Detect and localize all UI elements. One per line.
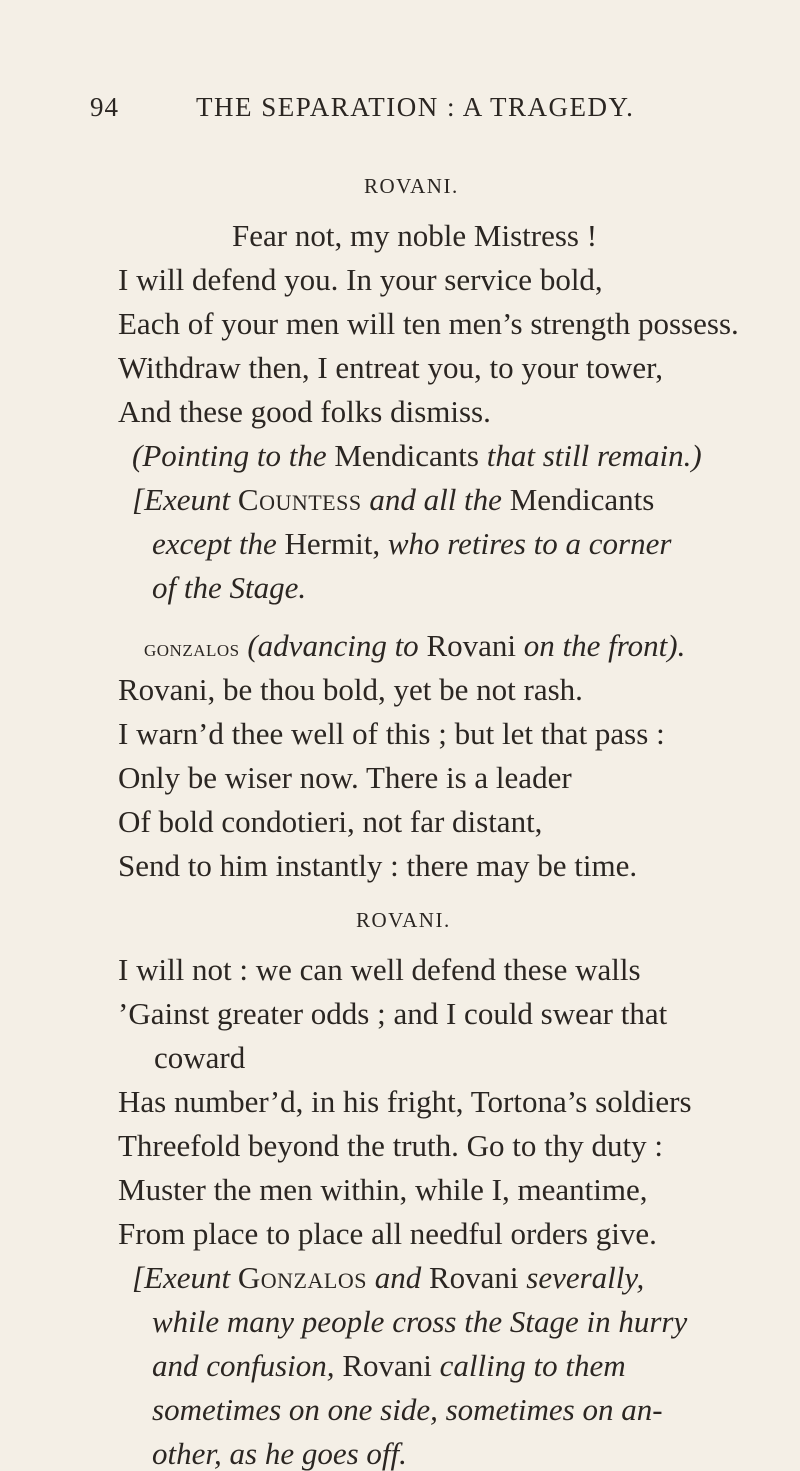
verse-line: Each of your men will ten men’s strength possess. bbox=[118, 306, 739, 341]
roman-text: Rovani bbox=[426, 628, 516, 663]
italic-text: severally, bbox=[518, 1260, 645, 1295]
italic-text: who retires to a corner bbox=[380, 526, 672, 561]
italic-text: and confusion, bbox=[152, 1348, 343, 1383]
character-name: Countess bbox=[237, 482, 362, 517]
character-name: Gonzalos bbox=[237, 1260, 367, 1295]
running-title: THE SEPARATION : A TRAGEDY. bbox=[196, 92, 635, 122]
italic-text: except the bbox=[152, 526, 285, 561]
verse-line: ’Gainst greater odds ; and I could swear that bbox=[118, 996, 668, 1031]
verse-line: I warn’d thee well of this ; but let that pass : bbox=[118, 716, 665, 751]
verse-line: Rovani, be thou bold, yet be not rash. bbox=[118, 672, 583, 707]
verse-line: And these good folks dismiss. bbox=[118, 394, 491, 429]
verse-line: Of bold condotieri, not far distant, bbox=[118, 804, 543, 839]
italic-text: on the front). bbox=[516, 628, 686, 663]
italic-text: while many people cross the Stage in hurry bbox=[152, 1304, 688, 1339]
verse-line: Has number’d, in his fright, Tortona’s soldiers bbox=[118, 1084, 692, 1119]
italic-text: calling to them bbox=[431, 1348, 626, 1383]
verse-line: coward bbox=[154, 1040, 246, 1075]
stage-direction bbox=[152, 528, 671, 559]
speaker-name: gonzalos bbox=[144, 636, 240, 662]
italic-text: and all the bbox=[361, 482, 510, 517]
speaker-line bbox=[144, 630, 685, 661]
italic-text: [Exeunt bbox=[132, 1260, 238, 1295]
italic-text: (advancing to bbox=[239, 628, 427, 663]
stage-direction bbox=[132, 1262, 644, 1293]
italic-text: other, as he goes off. bbox=[152, 1436, 407, 1471]
verse-line: From place to place all needful orders give. bbox=[118, 1216, 657, 1251]
italic-text: sometimes on one side, sometimes on an- bbox=[152, 1392, 663, 1427]
stage-direction bbox=[152, 1438, 407, 1469]
roman-text: Mendicants bbox=[509, 482, 655, 517]
verse-line: Only be wiser now. There is a leader bbox=[118, 760, 572, 795]
speaker-name: ROVANI. bbox=[356, 908, 451, 932]
roman-text: Mendicants bbox=[334, 438, 479, 473]
verse-line: Threefold beyond the truth. Go to thy duty : bbox=[118, 1128, 663, 1163]
italic-text: of the Stage. bbox=[152, 570, 307, 605]
page-number: 94 bbox=[90, 92, 119, 122]
stage-direction bbox=[152, 572, 306, 603]
speaker-name: ROVANI. bbox=[364, 174, 459, 198]
italic-text: (Pointing to the bbox=[132, 438, 335, 473]
roman-text: Hermit, bbox=[284, 526, 381, 561]
verse-line: Muster the men within, while I, meantime, bbox=[118, 1172, 648, 1207]
stage-direction bbox=[152, 1306, 687, 1337]
stage-direction bbox=[152, 1350, 626, 1381]
verse-line: I will defend you. In your service bold, bbox=[118, 262, 603, 297]
verse-line: Withdraw then, I entreat you, to your tower, bbox=[118, 350, 664, 385]
stage-direction bbox=[132, 484, 654, 515]
stage-direction bbox=[132, 440, 702, 471]
italic-text: and bbox=[366, 1260, 429, 1295]
roman-text: Rovani bbox=[428, 1260, 519, 1295]
roman-text: Rovani bbox=[342, 1348, 432, 1383]
verse-line: I will not : we can well defend these walls bbox=[118, 952, 641, 987]
verse-line: Send to him instantly : there may be time. bbox=[118, 848, 638, 883]
verse-line: Fear not, my noble Mistress ! bbox=[232, 218, 598, 253]
italic-text: that still remain.) bbox=[478, 438, 702, 473]
stage-direction bbox=[152, 1394, 663, 1425]
italic-text: [Exeunt bbox=[132, 482, 238, 517]
